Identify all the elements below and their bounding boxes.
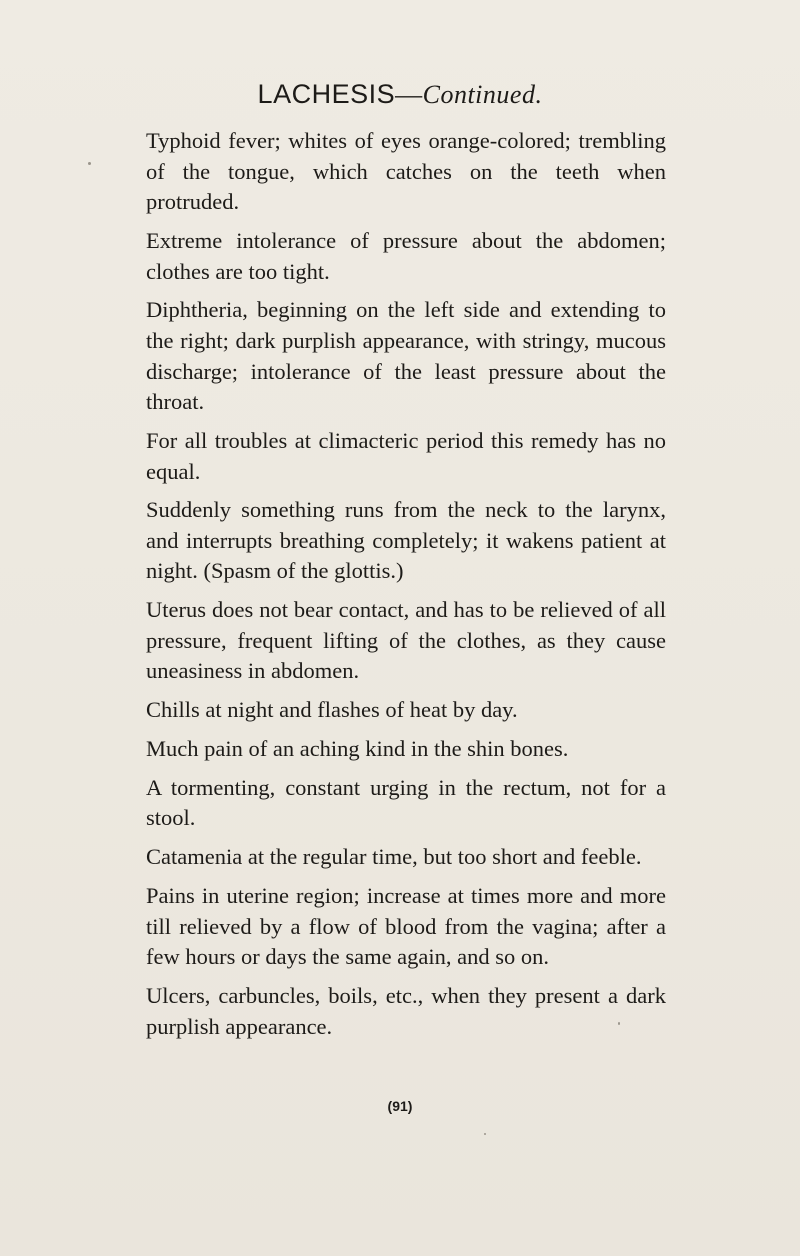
paragraph-typhoid: Typhoid fever; whites of eyes orange-colored; trembling of the tongue, which catches on the teeth when protruded. xyxy=(146,128,666,215)
running-header xyxy=(0,79,800,110)
page-number: (91) xyxy=(387,1098,413,1114)
paragraph-catamenia: Catamenia at the regular time, but too short and feeble. xyxy=(146,844,642,870)
paragraph-uterine-pains: Pains in uterine region; increase at times more and more till relieved by a flow of blood from the vagina; after a few hours or days the same again, and so on. xyxy=(146,882,666,970)
paragraph-ulcers: Ulcers, carbuncles, boils, etc., when they present a dark purplish appearance. xyxy=(146,982,666,1039)
paragraph-uterus: Uterus does not bear contact, and has to be relieved of all pressure, frequent lifting of the clothes, as they cause uneasiness in abdomen. xyxy=(146,597,666,684)
paragraph-rectum: A tormenting, constant urging in the rectum, not for a stool. xyxy=(146,774,666,831)
paragraph-diphtheria: Diphtheria, beginning on the left side and extending to the right; dark purplish appearance, with stringy, mucous discharge; intolerance of the least pressure about the throat. xyxy=(146,297,666,415)
section-title: LACHESIS xyxy=(257,79,396,109)
paper-speck xyxy=(618,1022,620,1025)
paragraph-larynx-spasm: Suddenly something runs from the neck to the larynx, and interrupts breathing completely; it wakens patient at night. (Spasm of the glottis.) xyxy=(146,497,666,584)
paper-speck xyxy=(88,162,91,165)
continued-label: Continued. xyxy=(422,80,543,109)
paragraph-shin-pain: Much pain of an aching kind in the shin bones. xyxy=(146,736,569,761)
header-dash: — xyxy=(395,79,423,109)
paragraph-abdomen-pressure: Extreme intolerance of pressure about the abdomen; clothes are too tight. xyxy=(146,227,666,284)
paper-speck xyxy=(484,1133,486,1135)
paragraph-climacteric: For all troubles at climacteric period this remedy has no equal. xyxy=(146,427,666,484)
page-body xyxy=(146,126,666,1050)
paragraph-chills: Chills at night and flashes of heat by day. xyxy=(146,697,518,723)
